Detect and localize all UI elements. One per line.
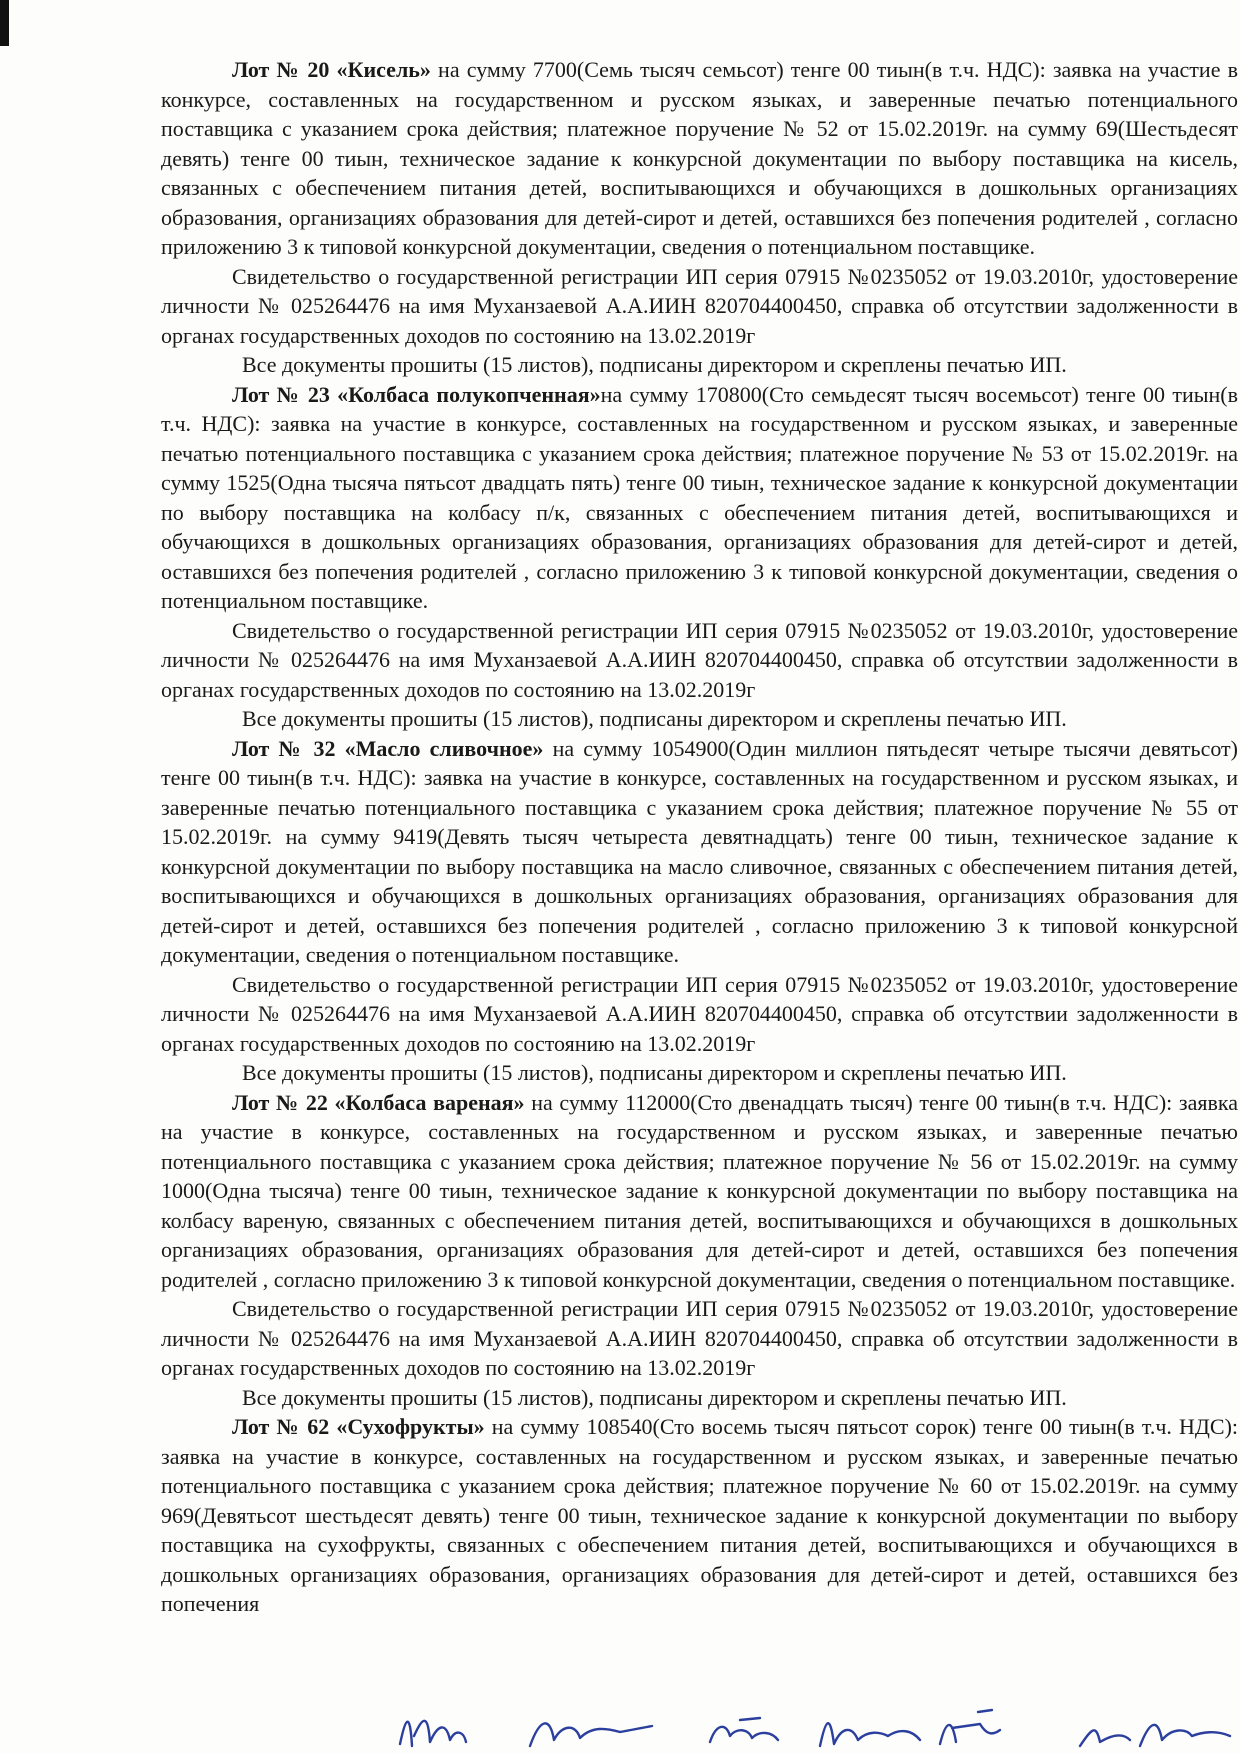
lot-description: на сумму 108540(Сто восемь тысяч пятьсот сорок) тенге 00 тиын(в т.ч. НДС): заявка на участие в конкурсе, составленных на государственном и русском языках, и заверенные печатью потенциального поставщика с указанием срока действия; платежное поручение № 60 от 15.02.2019г. на сумму 969(Девятьсот шестьдесят девять) тенге 00 тиын, техническое задание к конкурсной документации по выбору поставщика на сухофрукты, связанных с обеспечением питания детей, воспитывающихся и обучающихся в дошкольных организациях образования, организациях образования для детей-сирот и детей, оставшихся без попечения — [161, 1414, 1239, 1616]
lot-title: Лот № 20 «Кисель» — [232, 57, 431, 82]
lot-paragraph — [161, 55, 1238, 262]
signature-mark — [820, 1723, 920, 1746]
registration-certificate-paragraph: Свидетельство о государственной регистрации ИП серия 07915 №0235052 от 19.03.2010г, удостоверение личности № 025264476 на имя Муханзаевой А.А.ИИН 820704400450, справка об отсутствии задолженности в органах государственных доходов по состоянию на 13.02.2019г — [161, 263, 1238, 348]
signatures-graphic — [380, 1706, 1240, 1752]
lot-paragraph — [161, 734, 1238, 970]
documents-stamped-line: Все документы прошиты (15 листов), подписаны директором и скреплены печатью ИП. — [242, 352, 1067, 377]
signature-mark — [1080, 1725, 1230, 1746]
signature-mark — [710, 1718, 778, 1742]
signature-mark — [940, 1710, 1000, 1744]
document-body — [161, 55, 1238, 1619]
lot-description: на сумму 112000(Сто двенадцать тысяч) тенге 00 тиын(в т.ч. НДС): заявка на участие в конкурсе, составленных на государственном и русском языках, и заверенные печатью потенциального поставщика с указанием срока действия; платежное поручение № 56 от 15.02.2019г. на сумму 1000(Одна тысяча) тенге 00 тиын, техническое задание к конкурсной документации по выбору поставщика на колбасу вареную, связанных с обеспечением питания детей, воспитывающихся и обучающихся в дошкольных организациях образования, организациях образования для детей-сирот и детей, оставшихся без попечения родителей , согласно приложению 3 к типовой конкурсной документации, сведения о потенциальном поставщике. — [161, 1089, 1238, 1292]
scan-border-artifact — [0, 0, 9, 46]
registration-certificate-paragraph: Свидетельство о государственной регистрации ИП серия 07915 №0235052 от 19.03.2010г, удостоверение личности № 025264476 на имя Муханзаевой А.А.ИИН 820704400450, справка об отсутствии задолженности в органах государственных доходов по состоянию на 13.02.2019г — [161, 1296, 1238, 1380]
lot-title: Лот № 32 «Масло сливочное» — [232, 735, 544, 761]
lot-paragraph — [161, 1088, 1238, 1295]
lot-description: на сумму 7700(Семь тысяч семьсот) тенге 00 тиын(в т.ч. НДС): заявка на участие в конкурсе, составленных на государственном и русском языках, и заверенные печатью потенциального поставщика с указанием срока действия; платежное поручение № 52 от 15.02.2019г. на сумму 69(Шестьдесят девять) тенге 00 тиын, техническое задание к конкурсной документации по выбору поставщика на кисель, связанных с обеспечением питания детей, воспитывающихся и обучающихся в дошкольных организациях образования, организациях образования для детей-сирот и детей, оставшихся без попечения родителей , согласно приложению 3 к типовой конкурсной документации, сведения о потенциальном поставщике. — [161, 57, 1238, 259]
lot-paragraph — [161, 380, 1238, 616]
signature-mark — [530, 1723, 652, 1746]
lot-title: Лот № 23 «Колбаса полукопченная» — [232, 381, 601, 407]
lot-description: на сумму 170800(Сто семьдесят тысяч восемьсот) тенге 00 тиын(в т.ч. НДС): заявка на участие в конкурсе, составленных на государственном и русском языках, и заверенные печатью потенциального поставщика с указанием срока действия; платежное поручение № 53 от 15.02.2019г. на сумму 1525(Одна тысяча пятьсот двадцать пять) тенге 00 тиын, техническое задание к конкурсной документации по выбору поставщика на колбасу п/к, связанных с обеспечением питания детей, воспитывающихся и обучающихся в дошкольных организациях образования, организациях образования для детей-сирот и детей, оставшихся без попечения родителей , согласно приложению 3 к типовой конкурсной документации, сведения о потенциальном поставщике. — [161, 381, 1238, 613]
registration-certificate-paragraph: Свидетельство о государственной регистрации ИП серия 07915 №0235052 от 19.03.2010г, удостоверение личности № 025264476 на имя Муханзаевой А.А.ИИН 820704400450, справка об отсутствии задолженности в органах государственных доходов по состоянию на 13.02.2019г — [161, 971, 1238, 1056]
handwritten-signatures — [380, 1706, 1240, 1752]
signature-mark — [400, 1721, 466, 1746]
registration-certificate-paragraph: Свидетельство о государственной регистрации ИП серия 07915 №0235052 от 19.03.2010г, удостоверение личности № 025264476 на имя Муханзаевой А.А.ИИН 820704400450, справка об отсутствии задолженности в органах государственных доходов по состоянию на 13.02.2019г — [161, 617, 1238, 702]
lot-description: на сумму 1054900(Один миллион пятьдесят четыре тысячи девятьсот) тенге 00 тиын(в т.ч. НДС): заявка на участие в конкурсе, составленных на государственном и русском языках, и заверенные печатью потенциального поставщика с указанием срока действия; платежное поручение № 55 от 15.02.2019г. на сумму 9419(Девять тысяч четыреста девятнадцать) тенге 00 тиын, техническое задание к конкурсной документации по выбору поставщика на масло сливочное, связанных с обеспечением питания детей, воспитывающихся и обучающихся в дошкольных организациях образования, организациях образования для детей-сирот и детей, оставшихся без попечения родителей , согласно приложению 3 к типовой конкурсной документации, сведения о потенциальном поставщике. — [161, 735, 1238, 967]
documents-stamped-line: Все документы прошиты (15 листов), подписаны директором и скреплены печатью ИП. — [242, 1060, 1067, 1085]
documents-stamped-line: Все документы прошиты (15 листов), подписаны директором и скреплены печатью ИП. — [242, 1384, 1067, 1410]
lot-title: Лот № 62 «Сухофрукты» — [232, 1414, 485, 1439]
lot-paragraph — [161, 1412, 1238, 1619]
documents-stamped-line: Все документы прошиты (15 листов), подписаны директором и скреплены печатью ИП. — [242, 706, 1067, 731]
lot-title: Лот № 22 «Колбаса вареная» — [232, 1089, 525, 1115]
